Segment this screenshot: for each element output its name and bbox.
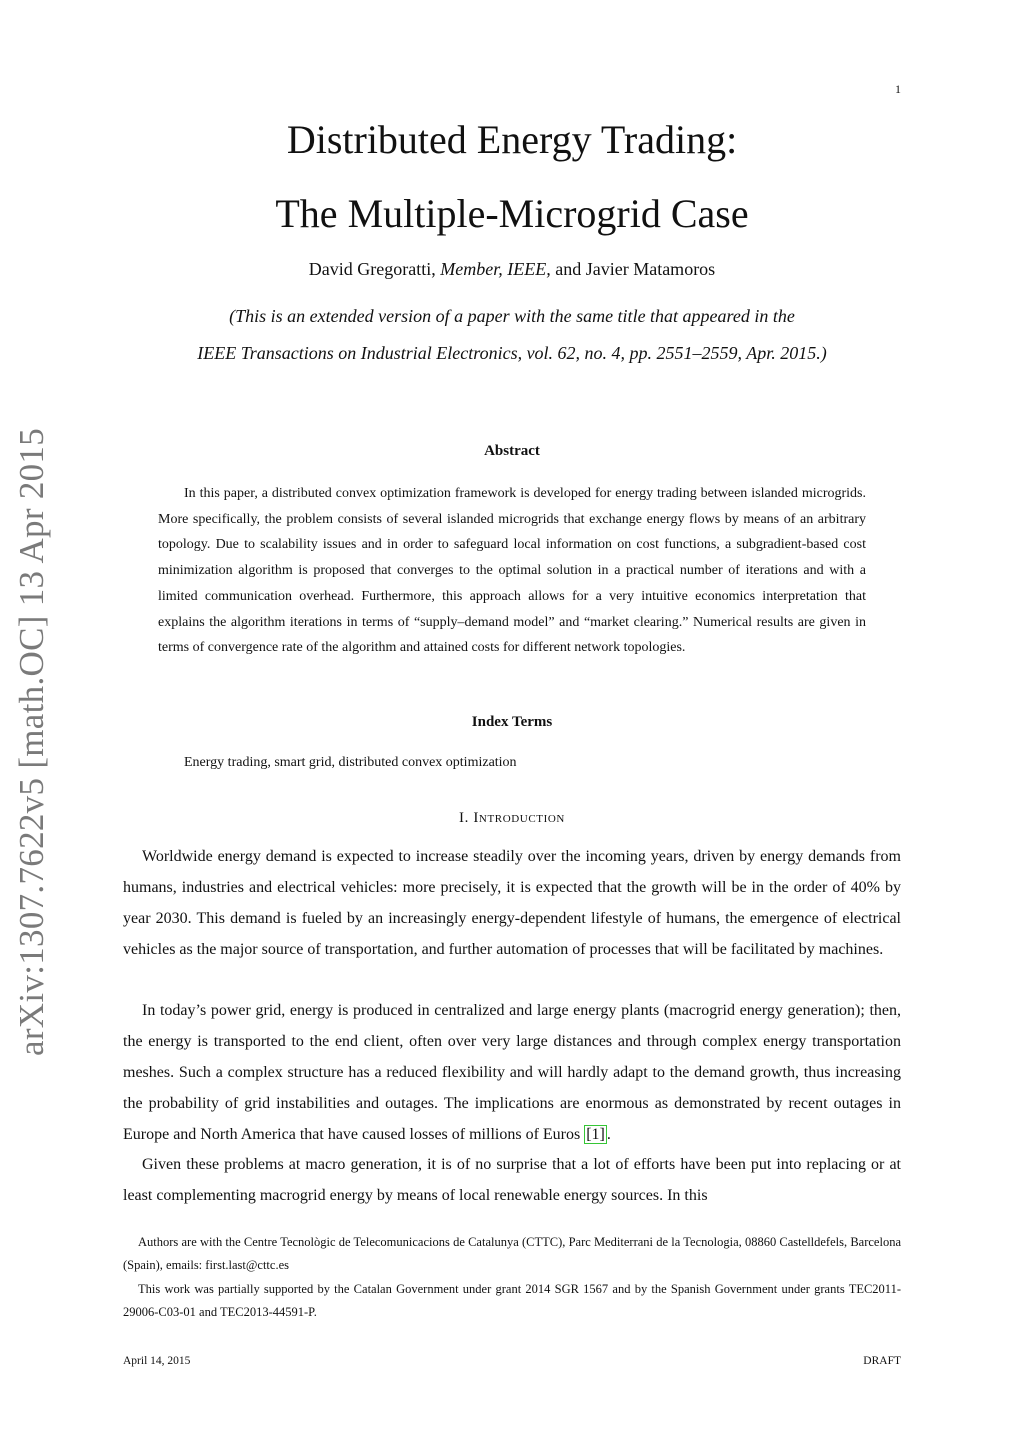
index-terms-heading: Index Terms [471, 714, 553, 730]
citation-link[interactable]: [1] [586, 1126, 605, 1143]
intro-paragraph-2-text: In today’s power grid, energy is produced in centralized and large energy plants (macrogrid energy generation); then, the energy is transported to the end client, often over very large distances and through complex energy transportation meshes. Such a complex structure has a reduced flexibility and will hardly adapt to the demand growth, thus increasing the probability of grid instabilities and outages. The implications are enormous as demonstrated by recent outages in Europe and North America that have caused losses of millions of Euros [123, 1002, 901, 1143]
footer-status: DRAFT [863, 1355, 901, 1367]
paper-title-line-1: Distributed Energy Trading: [286, 117, 738, 162]
publication-note-line-2: IEEE Transactions on Industrial Electronics, vol. 62, no. 4, pp. 2551–2559, Apr. 2015.) [197, 343, 827, 363]
introduction-heading [0, 810, 1024, 827]
section-numeral: I. [459, 810, 469, 826]
paper-title-line-2: The Multiple-Microgrid Case [275, 191, 749, 236]
author-affiliation: Member, IEEE, [440, 259, 551, 279]
abstract-text: In this paper, a distributed convex optimization framework is developed for energy trading between islanded microgrids. More specifically, the problem consists of several islanded microgrids that exchange energy flows by means of an arbitrary topology. Due to scalability issues and in order to safeguard local information on cost functions, a subgradient-based cost minimization algorithm is proposed that converges to the optimal solution in a practical number of iterations and with a limited communication overhead. Furthermore, this approach allows for a very intuitive economics interpretation that explains the algorithm iterations in terms of “supply–demand model” and “market clearing.” Numerical results are given in terms of convergence rate of the algorithm and attained costs for different network topologies. [158, 486, 866, 656]
author-list [0, 259, 1024, 280]
footnote-funding: This work was partially supported by the Catalan Government under grant 2014 SGR 1567 and by the Spanish Government under grants TEC2011-29006-C03-01 and TEC2013-44591-P. [123, 1282, 901, 1319]
intro-paragraph-1: Worldwide energy demand is expected to increase steadily over the incoming years, driven by energy demands from humans, industries and electrical vehicles: more precisely, it is expected that the growth will be in the order of 40% by year 2030. This demand is fueled by an increasingly energy-dependent lifestyle of humans, the emergence of electrical vehicles as the major source of transportation, and further automation of processes that will be facilitated by machines. [123, 848, 901, 958]
section-title: Introduction [473, 810, 565, 826]
publication-note-line-1: (This is an extended version of a paper with the same title that appeared in the [229, 306, 795, 326]
footer-date: April 14, 2015 [123, 1355, 191, 1367]
second-author: and Javier Matamoros [555, 259, 716, 279]
index-terms-text: Energy trading, smart grid, distributed convex optimization [184, 755, 517, 770]
abstract-heading: Abstract [484, 443, 540, 459]
author-name: David Gregoratti, [308, 259, 436, 279]
arxiv-identifier-stamp: arXiv:1307.7622v5 [math.OC] 13 Apr 2015 [12, 427, 51, 1056]
intro-paragraph-3: Given these problems at macro generation, it is of no surprise that a lot of efforts have been put into replacing or at least complementing macrogrid energy by means of local renewable energy sources. In this [123, 1156, 901, 1204]
intro-paragraph-2 [123, 995, 901, 1150]
footnote-affiliation: Authors are with the Centre Tecnològic de Telecomunicacions de Catalunya (CTTC), Parc Mediterrani de la Tecnologia, 08860 Castelldefels, Barcelona (Spain), emails: first.last@cttc.es [123, 1235, 901, 1272]
intro-paragraph-2-end: . [606, 1126, 611, 1143]
page-number: 1 [895, 82, 901, 96]
